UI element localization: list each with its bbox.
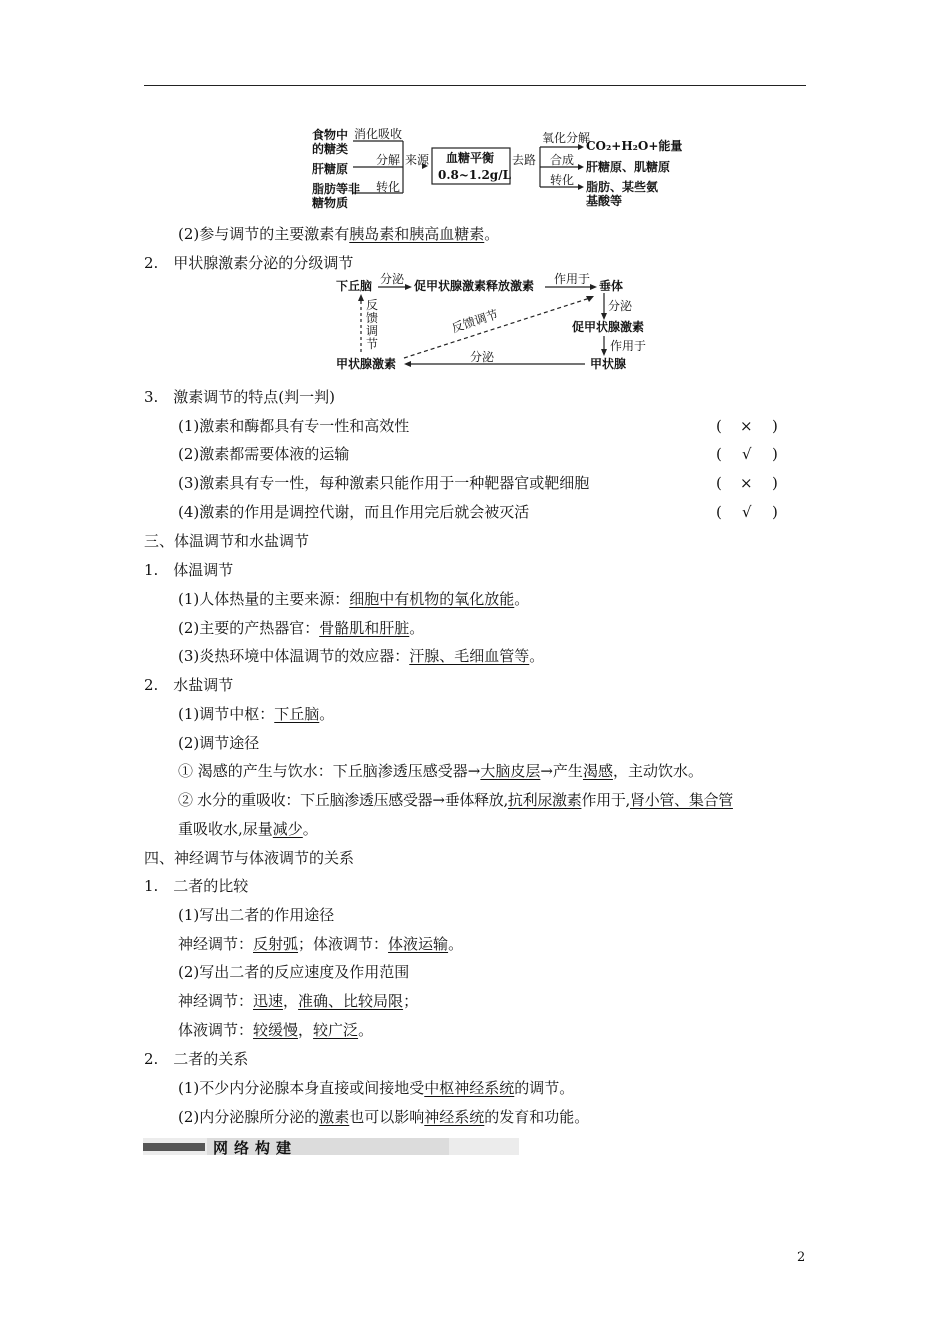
acts-on-1: 作用于 xyxy=(554,272,591,286)
sink-glycogen: 肝糖原、肌糖原 xyxy=(586,160,671,174)
water-reabsorb: ② 水分的重吸收：下丘脑渗透压感受器→垂体释放,抗利尿激素作用于,肾小管、集合管 xyxy=(178,791,733,809)
source-label: 来源 xyxy=(405,153,430,167)
compare-1a: 神经调节：反射弧；体液调节：体液运输。 xyxy=(178,935,464,953)
hormone-line: (2)参与调节的主要激素有胰岛素和胰高血糖素。 xyxy=(178,225,500,243)
banner-bar xyxy=(143,1143,205,1151)
judgment-4-mark: √ xyxy=(742,503,752,521)
path-synthesize: 合成 xyxy=(550,153,575,167)
feedback-diagonal: 反馈调节 xyxy=(450,307,500,336)
water-2: (2)调节途径 xyxy=(178,734,260,752)
temp-3: (3)炎热环境中体温调节的效应器：汗腺、毛细血管等。 xyxy=(178,647,545,665)
banner-label: 网络构建 xyxy=(213,1139,298,1157)
sink-energy: CO₂+H₂O+能量 xyxy=(586,139,683,153)
source-liver-glycogen: 肝糖原 xyxy=(312,162,349,176)
water-thirst: ① 渴感的产生与饮水：下丘脑渗透压感受器→大脑皮层→产生渴感，主动饮水。 xyxy=(178,762,703,780)
relation-1: (1)不少内分泌腺本身直接或间接地受中枢神经系统的调节。 xyxy=(178,1079,575,1097)
judgment-1-paren: ( xyxy=(716,417,722,435)
path-convert: 转化 xyxy=(376,180,401,194)
judgment-4-paren: ( xyxy=(716,503,722,521)
temp-2: (2)主要的产热器官：骨骼肌和肝脏。 xyxy=(178,619,425,637)
section-banner xyxy=(143,1138,519,1155)
judgment-1: (1)激素和酶都具有专一性和高效性 xyxy=(178,417,410,435)
judgment-2-mark: √ xyxy=(742,445,752,463)
relation-title: 2. 二者的关系 xyxy=(144,1050,249,1068)
temp-1: (1)人体热量的主要来源：细胞中有机物的氧化放能。 xyxy=(178,590,530,608)
sink-label: 去路 xyxy=(512,153,537,167)
source-food: 食物中 的糖类 xyxy=(312,128,349,156)
water-1: (1)调节中枢：下丘脑。 xyxy=(178,705,335,723)
judgment-3-paren-close: ) xyxy=(772,474,778,492)
compare-2b: 体液调节：较缓慢，较广泛。 xyxy=(178,1021,374,1039)
judgment-4: (4)激素的作用是调控代谢，而且作用完后就会被灭活 xyxy=(178,503,530,521)
judgment-3-mark: × xyxy=(740,474,753,492)
judgment-2: (2)激素都需要体液的运输 xyxy=(178,445,350,463)
path-transform: 转化 xyxy=(550,173,575,187)
secrete-3: 分泌 xyxy=(470,350,495,364)
judgment-1-paren-close: ) xyxy=(772,417,778,435)
thyroid: 甲状腺 xyxy=(590,357,627,371)
path-decompose: 分解 xyxy=(376,153,401,167)
compare-title: 1. 二者的比较 xyxy=(144,877,249,895)
judgment-3: (3)激素具有专一性，每种激素只能作用于一种靶器官或靶细胞 xyxy=(178,474,590,492)
part-4-title: 四、神经调节与体液调节的关系 xyxy=(144,849,355,867)
section-3-title: 3. 激素调节的特点(判一判) xyxy=(144,388,336,406)
balance-title: 血糖平衡 xyxy=(446,151,495,165)
water-reabsorb-cont: 重吸收水,尿量减少。 xyxy=(178,820,318,838)
part-3-title: 三、体温调节和水盐调节 xyxy=(144,532,310,550)
compare-1: (1)写出二者的作用途径 xyxy=(178,906,335,924)
trh: 促甲状腺激素释放激素 xyxy=(414,279,535,293)
relation-2: (2)内分泌腺所分泌的激素也可以影响神经系统的发育和功能。 xyxy=(178,1108,590,1126)
section-2-title: 2. 甲状腺激素分泌的分级调节 xyxy=(144,254,354,272)
balance-value: 0.8~1.2g/L xyxy=(438,168,512,182)
path-digest: 消化吸收 xyxy=(354,127,403,141)
water-title: 2. 水盐调节 xyxy=(144,676,234,694)
source-fat: 脂肪等非 糖物质 xyxy=(312,182,361,210)
feedback-left: 反 馈 调 节 xyxy=(366,298,379,351)
path-oxidize: 氧化分解 xyxy=(542,131,591,145)
judgment-1-mark: × xyxy=(740,417,753,435)
hypothalamus: 下丘脑 xyxy=(336,279,373,293)
compare-2a: 神经调节：迅速，准确、比较局限； xyxy=(178,992,419,1010)
temp-title: 1. 体温调节 xyxy=(144,561,234,579)
compare-2: (2)写出二者的反应速度及作用范围 xyxy=(178,963,410,981)
tsh: 促甲状腺激素 xyxy=(572,320,645,334)
acts-on-2: 作用于 xyxy=(610,339,647,353)
pituitary: 垂体 xyxy=(599,279,624,293)
page-number: 2 xyxy=(797,1250,806,1265)
judgment-2-paren: ( xyxy=(716,445,722,463)
secrete-2: 分泌 xyxy=(608,299,633,313)
secrete-1: 分泌 xyxy=(380,272,405,286)
judgment-2-paren-close: ) xyxy=(772,445,778,463)
judgment-4-paren-close: ) xyxy=(772,503,778,521)
judgment-3-paren: ( xyxy=(716,474,722,492)
sink-fat: 脂肪、某些氨 基酸等 xyxy=(586,180,659,208)
thyroxine: 甲状腺激素 xyxy=(336,357,397,371)
